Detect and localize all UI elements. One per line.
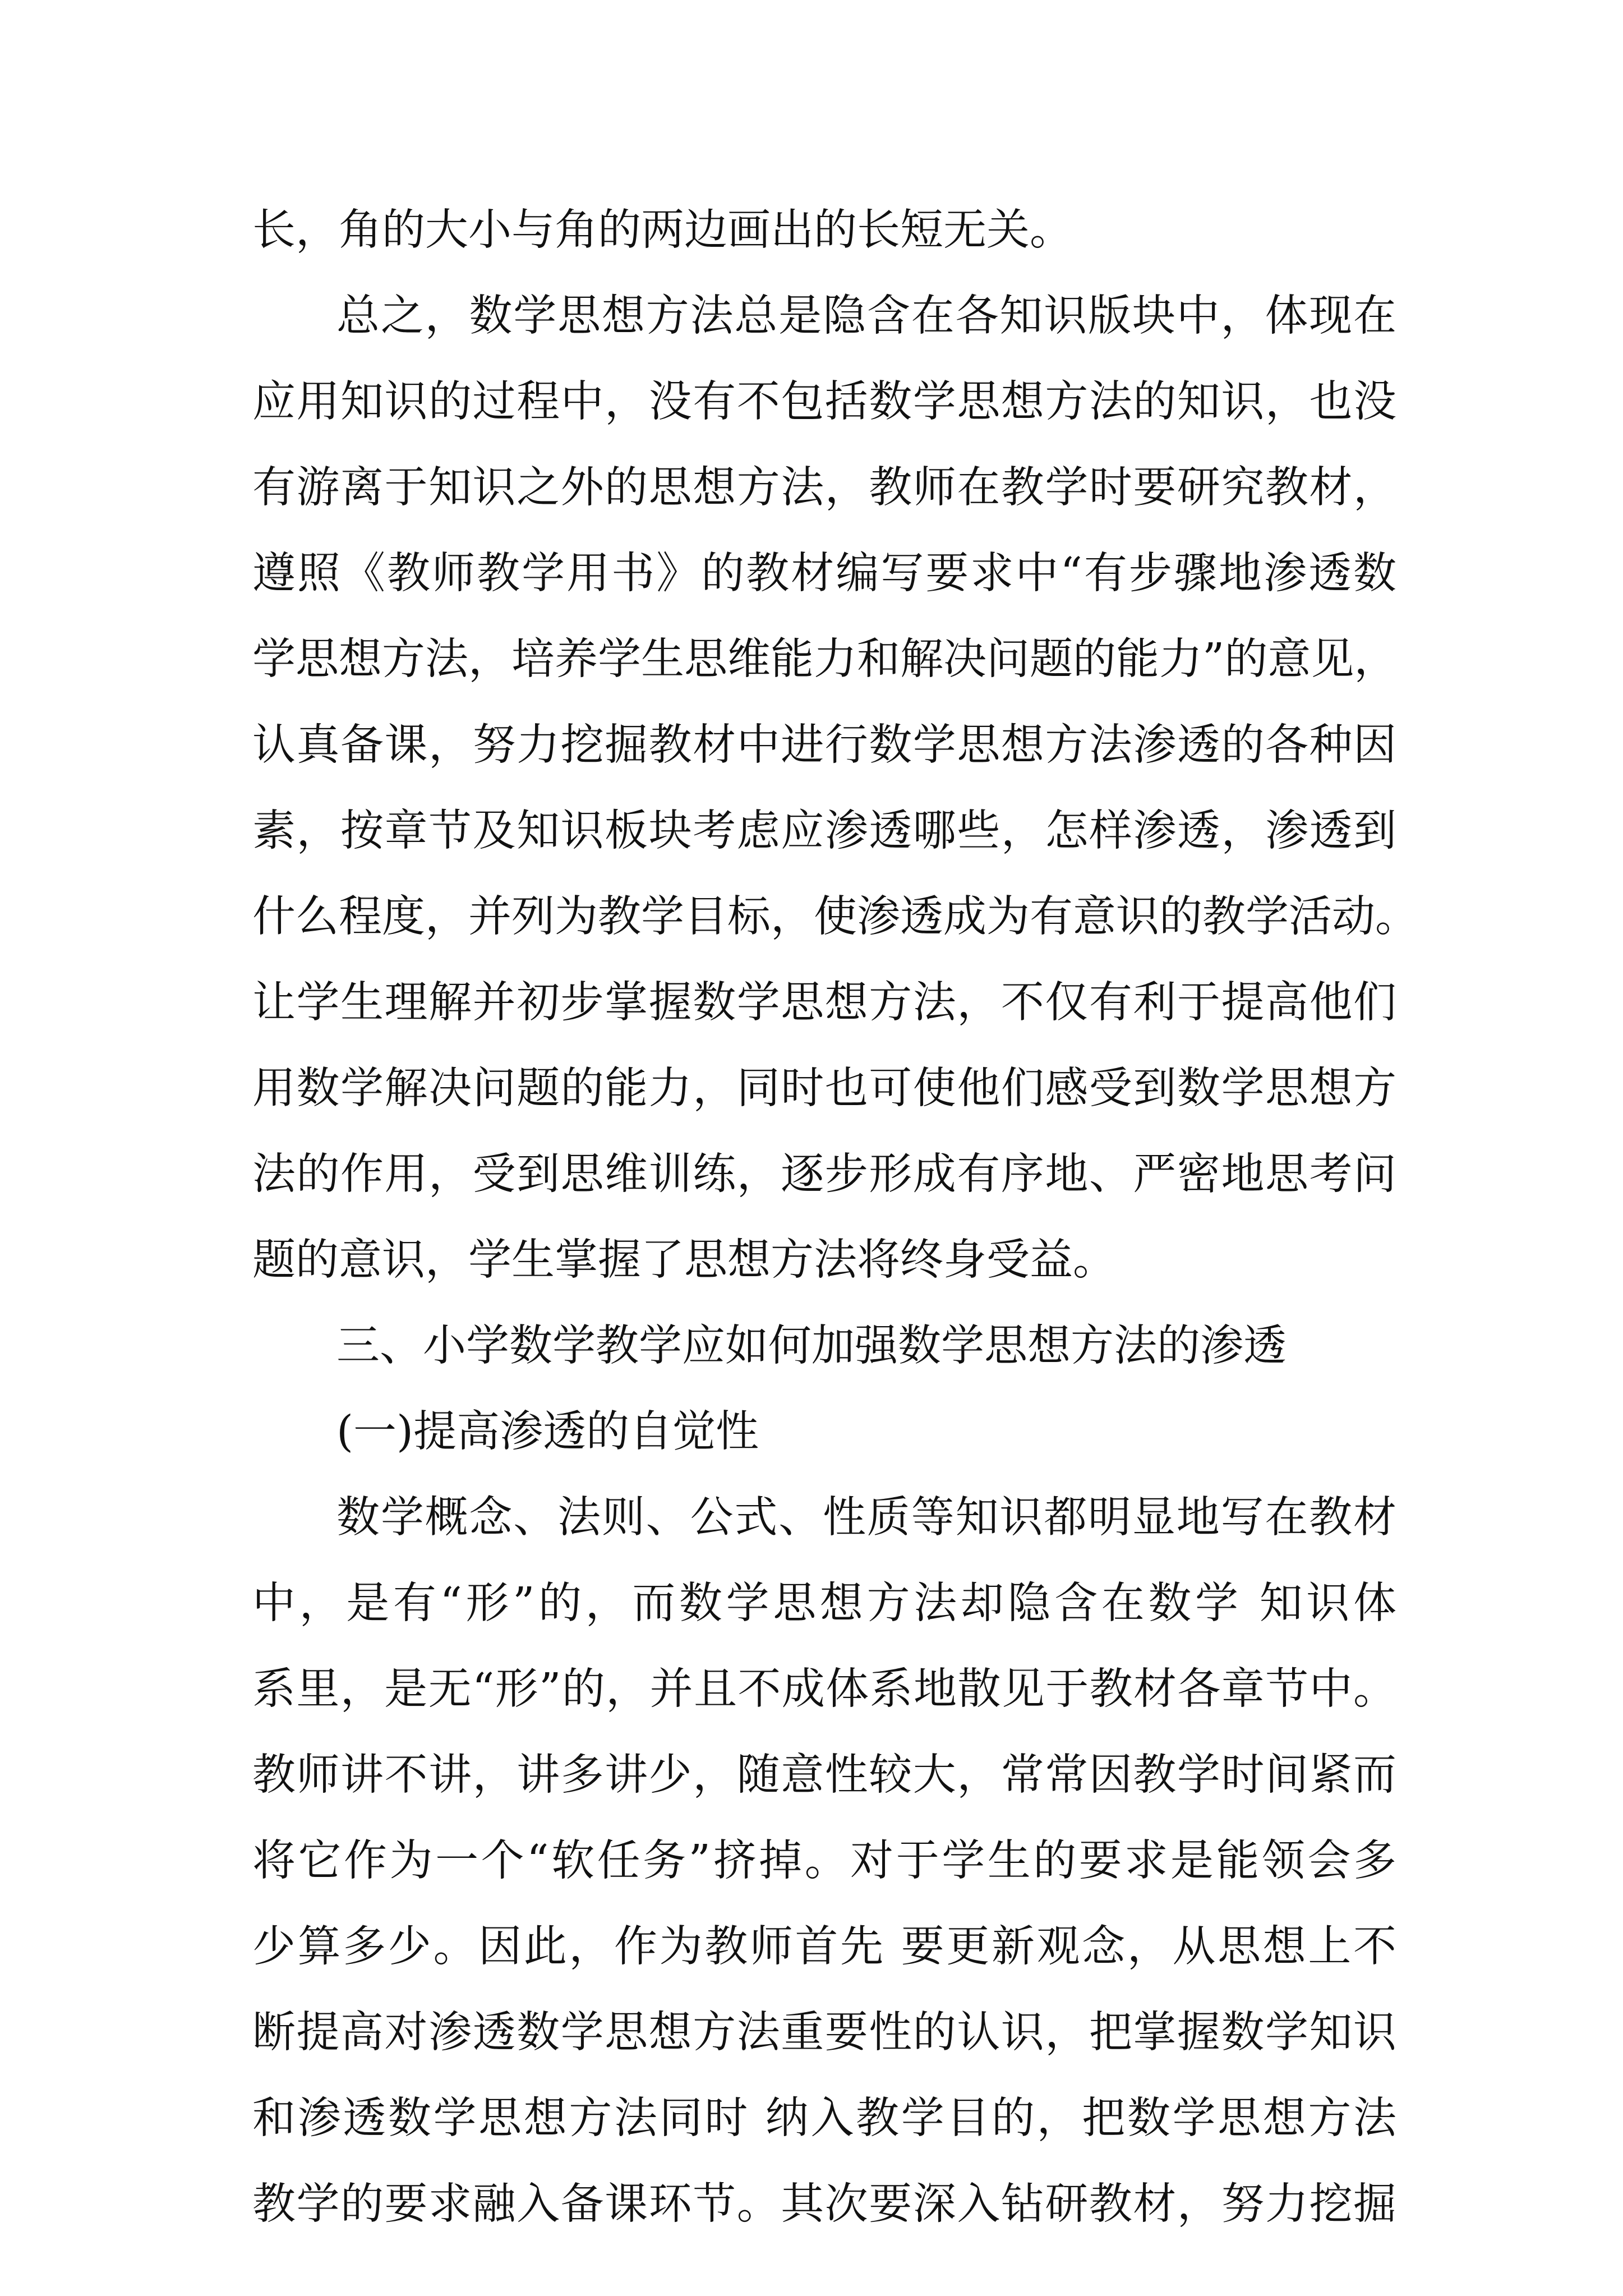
text-line: 什么程度，并列为教学目标，使渗透成为有意识的教学活动。 [252,892,1418,942]
text-line: 断提高对渗透数学思想方法重要性的认识，把掌握数学知识 [252,2008,1396,2058]
paragraph-first-line: 数学概念、法则、公式、性质等知识都明显地写在教材 [336,1493,1396,1543]
text-line: 长，角的大小与角的两边画出的长短无关。 [252,205,1073,255]
text-line: 题的意识，学生掌握了思想方法将终身受益。 [252,1235,1116,1285]
text-line: 少算多少。因此，作为教师首先 要更新观念，从思想上不 [252,1922,1396,1972]
text-line: 教师讲不讲，讲多讲少，随意性较大，常常因教学时间紧而 [252,1750,1396,1800]
section-heading: 三、小学数学教学应如何加强数学思想方法的渗透 [336,1321,1287,1371]
text-line: 让学生理解并初步掌握数学思想方法，不仅有利于提高他们 [252,978,1396,1028]
text-line: 认真备课，努力挖掘教材中进行数学思想方法渗透的各种因 [252,720,1396,770]
text-line: 遵照《教师教学用书》的教材编写要求中“有步骤地渗透数 [252,549,1396,599]
text-line: 用数学解决问题的能力，同时也可使他们感受到数学思想方 [252,1064,1396,1114]
text-line: 应用知识的过程中，没有不包括数学思想方法的知识，也没 [252,377,1396,427]
text-line: 系里，是无“形”的，并且不成体系地散见于教材各章节中。 [252,1664,1396,1714]
text-line: 将它作为一个“软任务”挤掉。对于学生的要求是能领会多 [252,1836,1396,1886]
text-line: 教学的要求融入备课环节。其次要深入钻研教材，努力挖掘 [252,2179,1396,2229]
text-line: 和渗透数学思想方法同时 纳入教学目的，把数学思想方法 [252,2093,1396,2143]
subsection-heading: (一)提高渗透的自觉性 [336,1407,759,1457]
text-line: 有游离于知识之外的思想方法，教师在教学时要研究教材， [252,463,1396,513]
text-line: 法的作用，受到思维训练，逐步形成有序地、严密地思考问 [252,1149,1396,1199]
text-line: 学思想方法，培养学生思维能力和解决问题的能力”的意见， [252,634,1398,684]
paragraph-first-line: 总之，数学思想方法总是隐含在各知识版块中，体现在 [336,291,1396,341]
text-line: 中，是有“形”的，而数学思想方法却隐含在数学 知识体 [252,1579,1396,1628]
text-line: 素，按章节及知识板块考虑应渗透哪些，怎样渗透，渗透到 [252,806,1396,856]
